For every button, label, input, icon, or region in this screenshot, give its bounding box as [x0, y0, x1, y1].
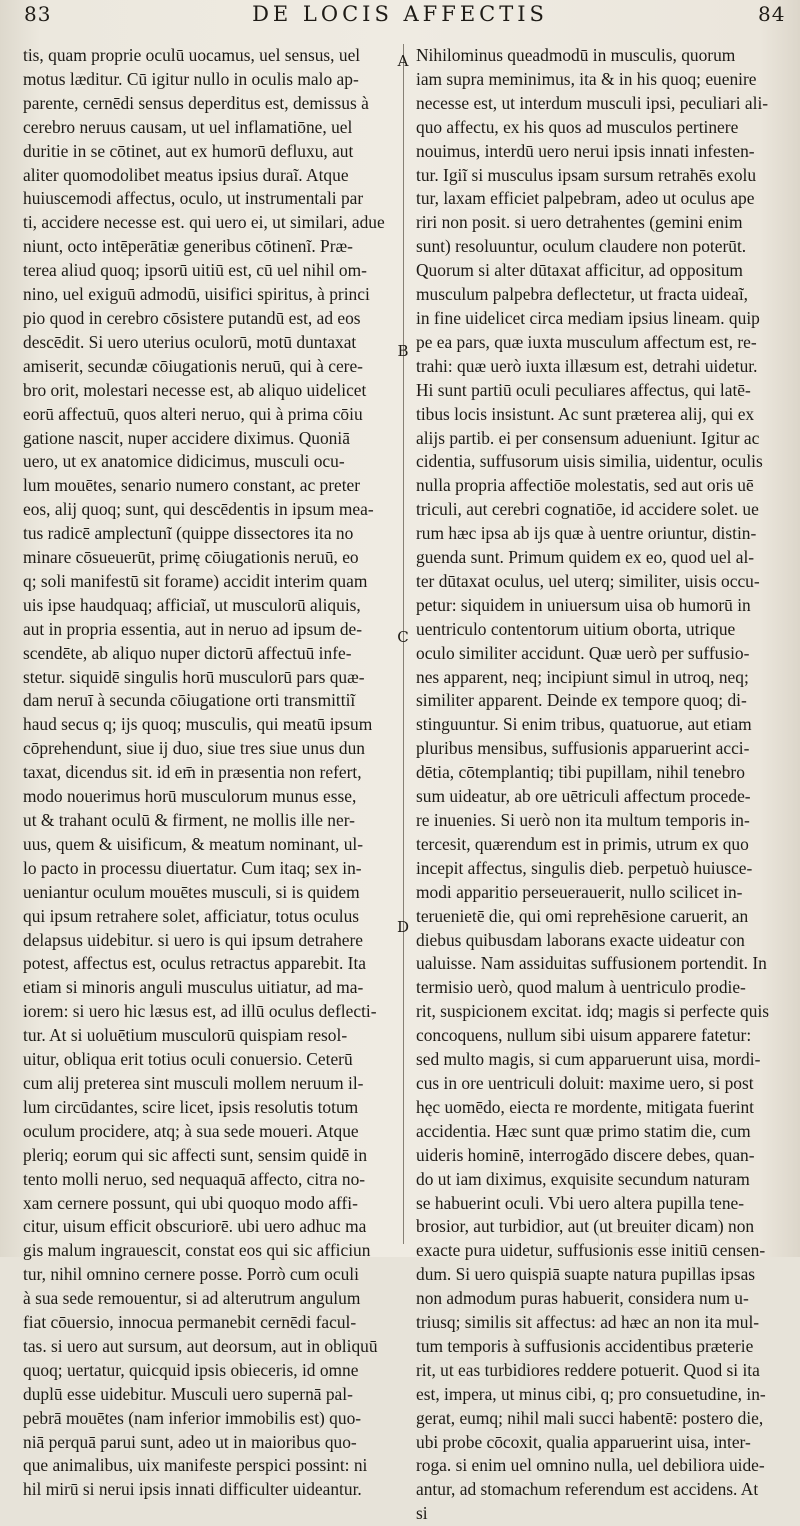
left-column-line: pio quod in cerebro cōsistere putandū est, ad eos — [23, 307, 361, 328]
right-column-line: ter dūtaxat oculus, uel uterq; similiter, uisis occu- — [416, 570, 760, 591]
left-column-line: uero, ut ex anatomice didicimus, musculi ocu- — [23, 451, 345, 472]
right-column-line: alijs partib. ei per consensum adueniunt. Igitur ac — [416, 427, 760, 448]
right-column-line: Hi sunt partiū oculi peculiares affectus, qui latē- — [416, 379, 751, 400]
left-column-line: eos, alij quoq; sunt, qui descēdentis in ipsum mea- — [23, 499, 374, 520]
left-column-line: xam cernere possunt, qui ubi quoquo modo affi- — [23, 1192, 358, 1213]
right-column-line: quo affectu, ex his quos ad musculos pertinere — [416, 116, 739, 137]
page-number-left: 83 — [24, 2, 52, 26]
right-column-line: necesse est, ut interdum musculi ipsi, peculiari ali- — [416, 92, 769, 113]
left-column-line: que animalibus, uix manifeste perspici possint: ni — [23, 1455, 368, 1476]
left-column-line: delapsus uidebitur. si uero is qui ipsum detrahere — [23, 929, 364, 950]
right-column-line: non admodum puras habuerit, considera num u- — [416, 1288, 749, 1309]
running-title: DE LOCIS AFFECTIS — [252, 2, 548, 26]
right-column-line: iam supra meminimus, ita & in his quoq; euenire — [416, 68, 757, 89]
left-column-line: tas. si uero aut sursum, aut deorsum, aut in obliquū — [23, 1335, 378, 1356]
left-column-line: minare cōsueuerūt, primę cōiugationis neruū, eo — [23, 547, 359, 568]
right-column-line: dētia, cōtemplantiq; tibi pupillam, nihil tenebro — [416, 762, 745, 783]
left-column-line: hil mirū si nerui ipsis innati difficulter uideantur. — [23, 1479, 362, 1500]
right-column-line: se habuerint oculi. Vbi uero altera pupilla tene- — [416, 1192, 745, 1213]
left-column-line: nino, uel exiguū admodū, uisifici spiritus, à princi — [23, 284, 370, 305]
right-column-line: cus in ore uentriculi doluit: maxime uero, si post — [416, 1072, 754, 1093]
right-column-line: guenda sunt. Primum quidem ex eo, quod uel al- — [416, 547, 755, 568]
left-column-line: scendēte, ab aliquo nuper dictorū affectuū infe- — [23, 642, 352, 663]
right-column-line: si — [416, 1503, 428, 1524]
left-column-line: eorū affectuū, quos alteri neruo, qui à prima cōiu — [23, 403, 363, 424]
left-column-line: oculum procidere, atq; à sua sede moueri. Atque — [23, 1120, 359, 1141]
right-column-line: tum temporis à suffusionis accidentibus præterie — [416, 1335, 754, 1356]
right-column-line: rit, suspicionem excitat. idq; magis si perfecte quis — [416, 1001, 770, 1022]
right-column-line: pluribus mensibus, suffusionis apparuerint acci- — [416, 738, 750, 759]
left-column-line: modo nouerimus horū musculorum munus esse, — [23, 786, 357, 807]
left-column-line: haud secus q; ijs quoq; musculis, qui meatū ipsum — [23, 714, 373, 735]
left-column-line: duplū esse uidebitur. Musculi uero supernā pal- — [23, 1383, 353, 1404]
left-column-line: uus, quem & uisificum, & meatum nominant, ul- — [23, 833, 364, 854]
left-column-line: motus læditur. Cū igitur nullo in oculis malo ap- — [23, 68, 359, 89]
left-column-line: cum alij preterea sint musculi mollem neruum il- — [23, 1072, 364, 1093]
left-column-line: ut & trahant oculū & firment, ne mollis ille ner- — [23, 810, 355, 830]
right-column-line: teruenietē die, qui omi reprehēsione caruerit, an — [416, 905, 749, 926]
right-column-line: cidentia, suffusorum uisis similia, uidentur, oculis — [416, 451, 763, 472]
right-column-line: petur: siquidem in uniuersum uisa ob humorū in — [416, 594, 751, 615]
page-header — [0, 0, 800, 40]
left-column-line: lum circūdantes, scire licet, ipsis resolutis totum — [23, 1096, 359, 1117]
left-column-line: iorem: si uero hic læsus est, ad illū oculus deflecti- — [23, 1001, 377, 1022]
left-column-line: tento molli neruo, sed nequaquā affecto, citra no- — [23, 1168, 366, 1189]
left-column-line: pleriq; eorum qui sic affecti sunt, sensim quidē in — [23, 1144, 368, 1165]
right-column-line: brosior, aut turbidior, aut (ut breuiter dicam) non — [416, 1216, 755, 1237]
right-column-line: ubi probe cōcoxit, qualia apparuerint uisa, inter- — [416, 1431, 751, 1452]
right-column-line: rit, ut eas turbidiores reddere potuerit. Quod si ita — [416, 1359, 760, 1380]
right-column-line: accidentia. Hæc sunt quæ primo statim die, cum — [416, 1120, 751, 1141]
right-column-line: nulla propria affectiōe molestatis, sed aut oris uē — [416, 475, 754, 496]
left-column-line: ueniantur oculum mouētes musculi, si is quidem — [23, 881, 360, 902]
right-column-line: musculum palpebra deflectetur, ut fracta uideaĩ, — [416, 284, 748, 305]
right-column-line: ualuisse. Nam assiduitas suffusionem portendit. In — [416, 953, 767, 974]
right-column-line: Quorum si alter dūtaxat afficitur, ad oppositum — [416, 260, 743, 281]
margin-marker-b: B — [397, 342, 409, 360]
left-column-line: descēdit. Si uero uterius oculorū, motū duntaxat — [23, 331, 357, 352]
left-column-line: dam neruī à secunda cōiugatione orti transmittiĩ — [23, 690, 356, 711]
left-column-line: huiuscemodi affectus, oculo, ut instrumentali par — [23, 188, 364, 209]
right-column-line: triculi, aut cerebri cognatiōe, id accidere solet. ue — [416, 499, 759, 520]
right-column-line: concoquens, nullum sibi uisum apparere fatetur: — [416, 1025, 752, 1046]
left-column-line: ti, accidere necesse est. qui uero ei, ut similari, adue — [23, 212, 385, 233]
right-column-line: tibus locis insistunt. Ac sunt præterea alij, qui ex — [416, 403, 755, 424]
right-column-line: tur. Igiĩ si musculus ipsam sursum retrahēs exolu — [416, 164, 757, 185]
faint-stamp — [598, 1232, 660, 1248]
right-column-line: dum. Si uero quispiā suapte natura pupillas ipsas — [416, 1264, 756, 1285]
left-column-line: quoq; uertatur, quicquid ipsis obieceris, id omne — [23, 1359, 359, 1380]
left-column-line: amiserit, secundæ cōiugationis neruū, qui à cere- — [23, 355, 363, 376]
right-column-line: rum hæc ipsa ab ijs quæ à uentre oriuntur, distin- — [416, 523, 757, 544]
right-column-line: trahi: quæ uerò iuxta illæsum est, detrahi uidetur. — [416, 355, 758, 376]
right-column-line: nes apparent, neq; incipiunt simul in utroq, neq; — [416, 666, 749, 687]
right-column-line: gerat, eumq; nihil mali succi habentē: postero die, — [416, 1407, 764, 1428]
right-column-line: nouimus, interdū uero nerui ipsis innati infesten- — [416, 140, 755, 161]
right-column-line: termisio uerò, quod malum à uentriculo prodie- — [416, 977, 746, 998]
margin-marker-c: C — [397, 628, 409, 646]
page-number-right: 84 — [758, 2, 786, 26]
left-column-line: qui ipsum retrahere solet, afficiatur, totus oculus — [23, 905, 360, 926]
left-column-line: q; soli manifestū sit forame) accidit interim quam — [23, 570, 368, 591]
left-column-line: terea aliud quoq; ipsorū uitiū est, cū uel nihil om- — [23, 260, 367, 281]
left-column-line: uitur, obliqua erit totius oculi conuersio. Ceterū — [23, 1049, 353, 1070]
right-column-line: pe ea pars, quæ iuxta musculum affectum est, re- — [416, 331, 757, 352]
left-column-line: pebrā mouētes (nam inferior immobilis est) quo- — [23, 1407, 362, 1428]
left-column-line: à sua sede remouentur, si ad alterutrum angulum — [23, 1288, 361, 1309]
right-column-line: tercesit, quærendum est in primis, utrum ex quo — [416, 833, 749, 854]
left-column-line: fiat cōuersio, innocua permanebit cernēdi facul- — [23, 1312, 357, 1333]
right-column-line: oculo similiter accidunt. Quæ uerò per suffusio- — [416, 642, 750, 663]
right-column-line: roga. si enim uel omnino nulla, uel debiliora uide- — [416, 1455, 765, 1476]
left-column-line: gatione nascit, nuper accidere diximus. Quoniā — [23, 427, 350, 448]
margin-marker-d: D — [396, 918, 410, 936]
right-column-line: est, impera, ut minus cibi, q; pro consuetudine, in- — [416, 1383, 766, 1404]
left-column-line: lum mouētes, senario numero constant, ac preter — [23, 475, 361, 496]
left-column-line: duritie in se cōtinet, aut ex humorū defluxu, aut — [23, 140, 354, 161]
text-column-left — [23, 44, 395, 1500]
left-column-line: cerebro neruus causam, ut uel inflamatiōne, uel — [23, 116, 353, 137]
left-column-line: niā perquā parui sunt, adeo ut in maioribus quo- — [23, 1431, 357, 1452]
right-column-line: tur, laxam efficiet palpebram, adeo ut oculus ape — [416, 188, 755, 209]
left-column-line: taxat, dicendus sit. id em̄ in præsentia non refert, — [23, 762, 362, 783]
left-column-line: potest, affectus est, oculus retractus apparebit. Ita — [23, 953, 367, 974]
left-column-line: aliter quomodolibet meatus ipsius duraĩ. Atque — [23, 164, 349, 185]
text-column-right — [416, 44, 790, 1524]
right-column-line: modi apparitio perseuerauerit, nullo scilicet in- — [416, 881, 743, 902]
right-column-line: antur, ad stomachum referendum est accidens. At — [416, 1479, 759, 1500]
left-column-line: aut in propria essentia, aut in neruo ad ipsum de- — [23, 618, 363, 639]
right-column-line: diebus quibusdam laborans exacte uideatur con — [416, 929, 745, 950]
right-column-line: riri non posit. si uero detrahentes (gemini enim — [416, 212, 743, 233]
right-column-line: similiter apparent. Deinde ex tempore quoq; di- — [416, 690, 747, 711]
left-column-line: tus radicē amplectunĩ (quippe dissectores ita no — [23, 523, 354, 544]
left-column-line: bro orit, molestari necesse est, ab aliquo uidelicet — [23, 379, 367, 400]
right-column-line: Nihilominus queadmodū in musculis, quorum — [416, 45, 736, 65]
left-column-line: cōprehendunt, siue ij duo, siue tres siue unus dun — [23, 738, 365, 759]
right-column-line: hęc uomēdo, eiecta re mordente, mitigata fuerint — [416, 1096, 755, 1117]
left-column-line: niunt, octo intēperātiæ generibus cōtinenĩ. Præ- — [23, 236, 353, 257]
right-column-line: incepit affectus, singulis dieb. perpetuò huiusce- — [416, 857, 753, 878]
right-column-line: triusq; similis sit affectus: ad hæc an non ita mul- — [416, 1312, 760, 1333]
right-column-line: stinguuntur. Si enim tribus, quatuorue, aut etiam — [416, 714, 752, 735]
margin-marker-a: A — [397, 52, 409, 70]
left-column-line: tur, nihil omnino cernere posse. Porrò cum oculi — [23, 1264, 359, 1285]
left-column-line: stetur. siquidē singulis horū musculorū pars quæ- — [23, 666, 365, 687]
right-column-line: sum uideatur, ab ore uētriculi affectum procede- — [416, 786, 751, 807]
right-column-line: sunt) resoluuntur, oculum claudere non poterūt. — [416, 236, 747, 257]
left-column-line: gis malum ingrauescit, constat eos qui sic afficiun — [23, 1240, 371, 1261]
left-column-line: tur. At si uoluētium musculorū quispiam resol- — [23, 1025, 348, 1046]
left-column-line: tis, quam proprie oculū uocamus, uel sensus, uel — [23, 45, 361, 65]
right-column-line: uentriculo contentorum uitium oborta, utrique — [416, 618, 736, 639]
right-column-line: exacte pura uidetur, suffusionis esse initiū censen- — [416, 1240, 766, 1261]
left-column-line: etiam si minoris anguli musculus uitiatur, ad ma- — [23, 977, 364, 998]
right-column-line: in fine uidelicet circa mediam ipsius lineam. quip — [416, 307, 760, 328]
left-column-line: lo pacto in processu diuertatur. Cum itaq; sex in- — [23, 857, 362, 878]
left-column-line: parente, cernēdi sensus deperditus est, demissus à — [23, 92, 369, 113]
left-column-line: citur, uisum efficit obscuriorē. ubi uero adhuc ma — [23, 1216, 367, 1237]
right-column-line: re inuenies. Si uerò non ita multum temporis in- — [416, 810, 750, 830]
right-column-line: sed multo magis, si cum apparuerunt uisa, mordi- — [416, 1049, 761, 1070]
right-column-line: uideris hominē, interrogādo discere debes, quan- — [416, 1144, 755, 1165]
right-column-line: do ut iam diximus, exquisite secundum naturam — [416, 1168, 750, 1189]
left-column-line: uis ipse haudquaq; afficiaĩ, ut musculorū aliquis, — [23, 594, 361, 615]
